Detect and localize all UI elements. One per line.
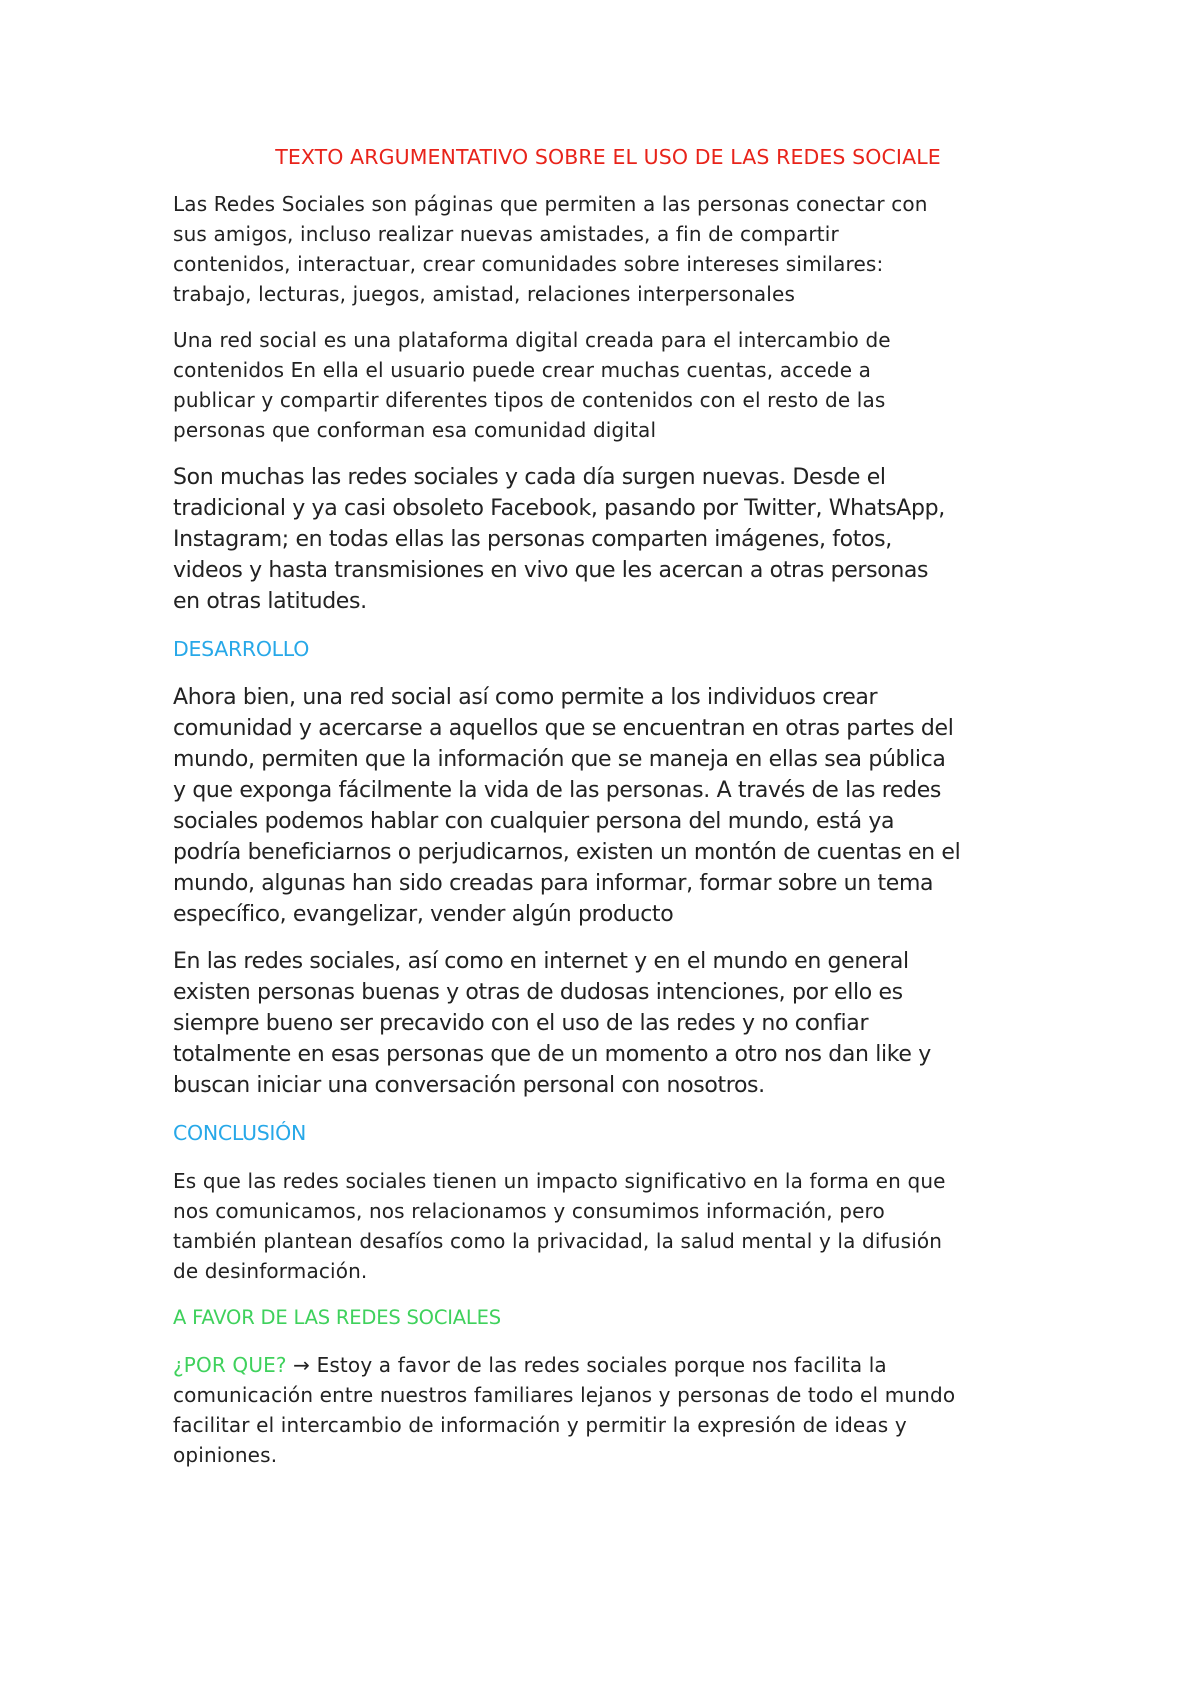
- desarrollo-paragraph-2: [173, 946, 1043, 1101]
- text-line: siempre bueno ser precavido con el uso de las redes y no confiar: [173, 1011, 869, 1036]
- intro-paragraph-3: [173, 462, 1043, 617]
- text-line: comunicación entre nuestros familiares lejanos y personas de todo el mundo: [173, 1383, 956, 1407]
- text-line: totalmente en esas personas que de un momento a otro nos dan like y: [173, 1042, 931, 1067]
- document-title: TEXTO ARGUMENTATIVO SOBRE EL USO DE LAS REDES SOCIALE: [275, 145, 941, 169]
- text-line: mundo, algunas han sido creadas para informar, formar sobre un tema: [173, 871, 934, 896]
- text-line: Es que las redes sociales tienen un impacto significativo en la forma en que: [173, 1169, 946, 1193]
- text-line: comunidad y acercarse a aquellos que se encuentran en otras partes del: [173, 716, 954, 741]
- text-line: existen personas buenas y otras de dudosas intenciones, por ello es: [173, 980, 903, 1005]
- text-line: Una red social es una plataforma digital creada para el intercambio de: [173, 328, 891, 352]
- text-line: facilitar el intercambio de información y permitir la expresión de ideas y: [173, 1413, 907, 1437]
- text-line: videos y hasta transmisiones en vivo que les acercan a otras personas: [173, 558, 929, 583]
- text-line: En las redes sociales, así como en internet y en el mundo en general: [173, 949, 909, 974]
- text-line: → Estoy a favor de las redes sociales porque nos facilita la: [286, 1353, 887, 1377]
- text-line: buscan iniciar una conversación personal con nosotros.: [173, 1073, 765, 1098]
- text-line: sus amigos, incluso realizar nuevas amistades, a fin de compartir: [173, 222, 839, 246]
- text-line: mundo, permiten que la información que se maneja en ellas sea pública: [173, 747, 946, 772]
- text-line: opiniones.: [173, 1443, 278, 1467]
- text-line: Las Redes Sociales son páginas que permiten a las personas conectar con: [173, 192, 928, 216]
- intro-paragraph-1: [173, 189, 1043, 309]
- intro-paragraph-2: [173, 325, 1043, 445]
- text-line: específico, evangelizar, vender algún producto: [173, 902, 674, 927]
- a-favor-paragraph: [173, 1350, 1043, 1470]
- text-line: en otras latitudes.: [173, 589, 367, 614]
- text-line: personas que conforman esa comunidad digital: [173, 418, 657, 442]
- text-line: Instagram; en todas ellas las personas comparten imágenes, fotos,: [173, 527, 892, 552]
- a-favor-heading: A FAVOR DE LAS REDES SOCIALES: [173, 1306, 501, 1329]
- text-line: Son muchas las redes sociales y cada día surgen nuevas. Desde el: [173, 465, 886, 490]
- conclusion-heading: CONCLUSIÓN: [173, 1121, 307, 1145]
- desarrollo-heading: DESARROLLO: [173, 637, 310, 661]
- text-line: nos comunicamos, nos relacionamos y consumimos información, pero: [173, 1199, 885, 1223]
- desarrollo-paragraph-1: [173, 682, 1043, 930]
- text-line: de desinformación.: [173, 1259, 368, 1283]
- conclusion-paragraph: [173, 1166, 1043, 1286]
- text-line: Ahora bien, una red social así como permite a los individuos crear: [173, 685, 878, 710]
- document-content: [173, 143, 1043, 1486]
- text-line: sociales podemos hablar con cualquier persona del mundo, está ya: [173, 809, 895, 834]
- text-line: publicar y compartir diferentes tipos de contenidos con el resto de las: [173, 388, 886, 412]
- text-line: tradicional y ya casi obsoleto Facebook, pasando por Twitter, WhatsApp,: [173, 496, 945, 521]
- text-line: también plantean desafíos como la privacidad, la salud mental y la difusión: [173, 1229, 943, 1253]
- text-line: podría beneficiarnos o perjudicarnos, existen un montón de cuentas en el: [173, 840, 961, 865]
- text-line: contenidos En ella el usuario puede crear muchas cuentas, accede a: [173, 358, 872, 382]
- text-line: contenidos, interactuar, crear comunidades sobre intereses similares:: [173, 252, 884, 276]
- por-que-label: ¿POR QUE?: [173, 1353, 287, 1377]
- text-line: trabajo, lecturas, juegos, amistad, relaciones interpersonales: [173, 282, 796, 306]
- text-line: y que exponga fácilmente la vida de las personas. A través de las redes: [173, 778, 942, 803]
